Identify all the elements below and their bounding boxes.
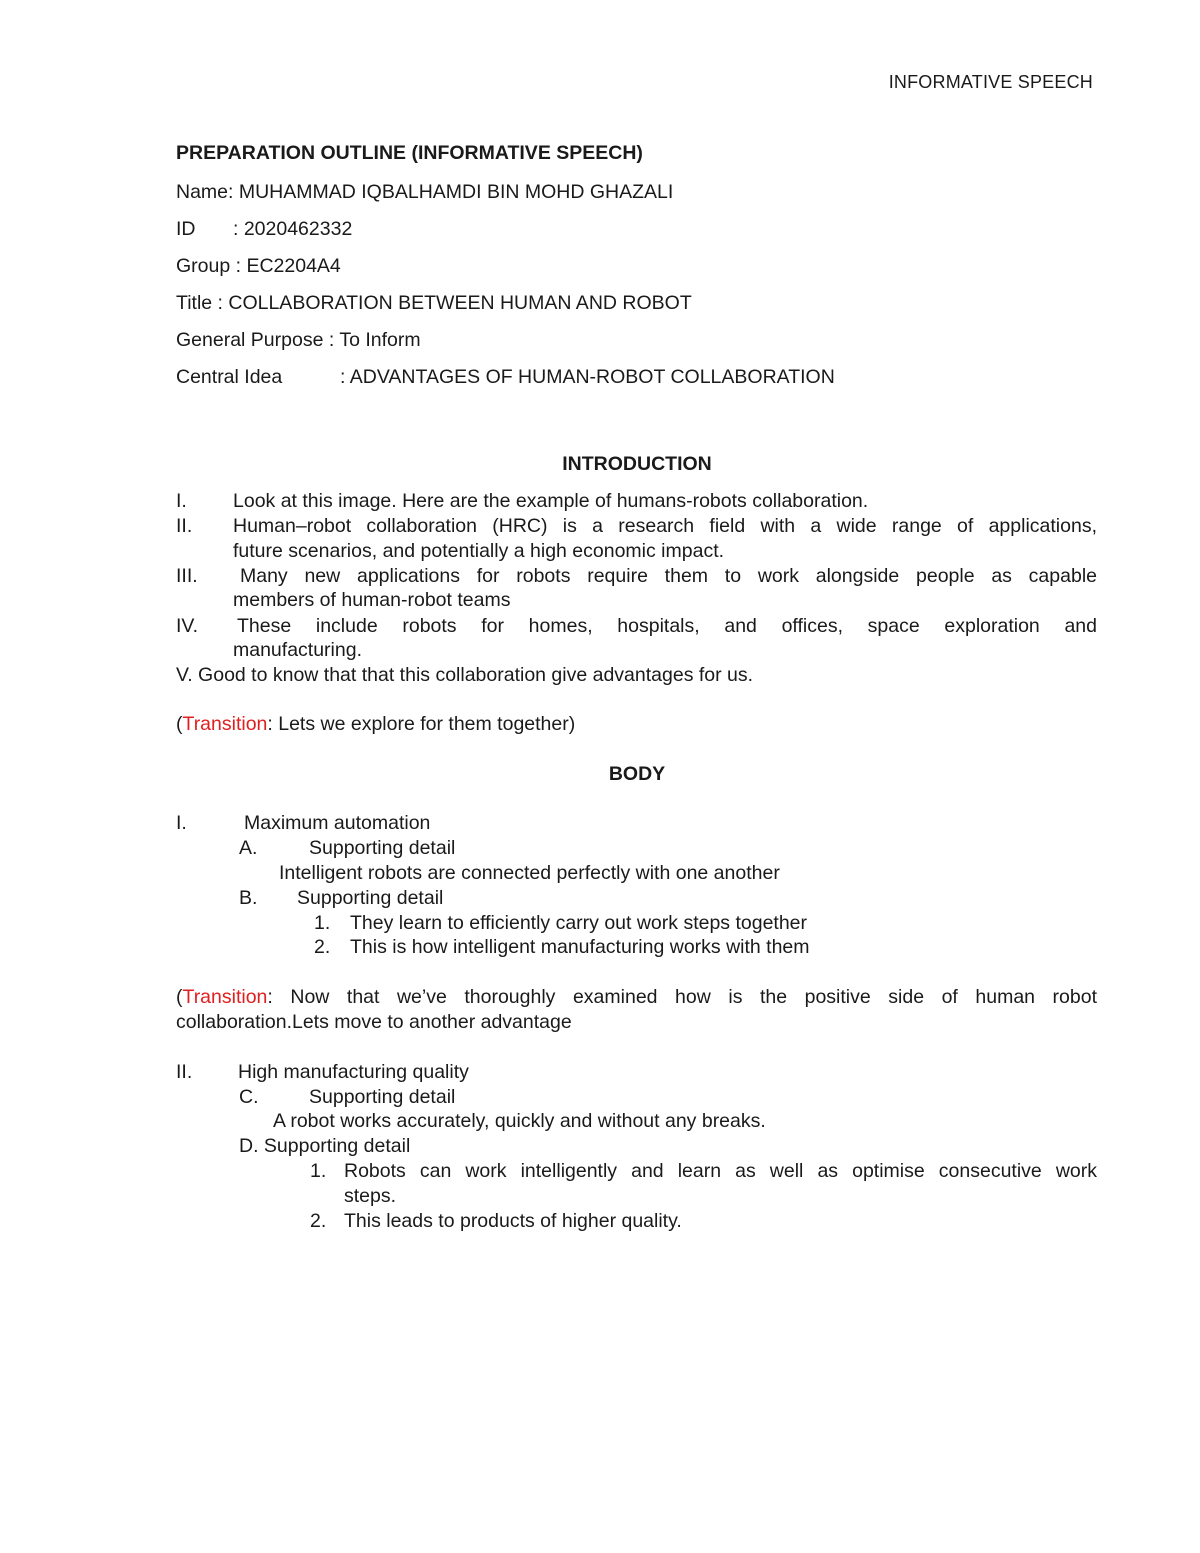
student-group: Group : EC2204A4 <box>176 255 341 277</box>
intro-item-number: III. <box>176 565 198 587</box>
sub-point-letter: C. <box>239 1086 259 1108</box>
central-idea-label: Central Idea <box>176 366 283 388</box>
intro-transition: (Transition: Lets we explore for them together) <box>176 713 576 735</box>
supporting-detail: A robot works accurately, quickly and without any breaks. <box>273 1110 766 1132</box>
general-purpose: General Purpose : To Inform <box>176 329 421 351</box>
detail-text: This leads to products of higher quality. <box>344 1210 682 1232</box>
intro-item-text: members of human-robot teams <box>233 589 511 611</box>
sub-point-letter: A. <box>239 837 258 859</box>
intro-item-text: These include robots for homes, hospitals, and offices, space exploration and <box>237 615 1097 637</box>
intro-item-text: Many new applications for robots require them to work alongside people as capable <box>240 565 1097 587</box>
detail-text: This is how intelligent manufacturing works with them <box>350 936 810 958</box>
body-transition: (Transition: Now that we’ve thoroughly examined how is the positive side of human robot <box>176 986 1097 1008</box>
intro-item-number: II. <box>176 515 193 537</box>
outline-title: PREPARATION OUTLINE (INFORMATIVE SPEECH) <box>176 142 643 164</box>
main-point-number: I. <box>176 812 187 834</box>
detail-number: 2. <box>314 936 331 958</box>
body-transition-continued: collaboration.Lets move to another advantage <box>176 1011 572 1033</box>
sub-point-text: Supporting detail <box>297 887 444 909</box>
supporting-detail: Intelligent robots are connected perfectly with one another <box>279 862 780 884</box>
detail-number: 1. <box>314 912 331 934</box>
detail-text: Robots can work intelligently and learn as well as optimise consecutive work <box>344 1160 1097 1182</box>
intro-item-text: V. Good to know that that this collaboration give advantages for us. <box>176 664 754 686</box>
intro-item-text: Look at this image. Here are the example of humans-robots collaboration. <box>233 490 869 512</box>
detail-text: They learn to efficiently carry out work steps together <box>350 912 808 934</box>
intro-item-number: I. <box>176 490 187 512</box>
sub-point-text: Supporting detail <box>309 1086 456 1108</box>
sub-point-text: D. Supporting detail <box>239 1135 411 1157</box>
sub-point-letter: B. <box>239 887 258 909</box>
transition-label: Transition <box>182 986 268 1008</box>
introduction-heading: INTRODUCTION <box>562 453 712 475</box>
speech-title: Title : COLLABORATION BETWEEN HUMAN AND ROBOT <box>176 292 692 314</box>
detail-number: 1. <box>310 1160 327 1182</box>
main-point-text: High manufacturing quality <box>238 1061 469 1083</box>
student-name: Name: MUHAMMAD IQBALHAMDI BIN MOHD GHAZALI <box>176 181 674 203</box>
main-point-text: Maximum automation <box>244 812 431 834</box>
transition-label: Transition <box>182 713 268 735</box>
main-point-number: II. <box>176 1061 193 1083</box>
intro-item-text: future scenarios, and potentially a high economic impact. <box>233 540 725 562</box>
body-heading: BODY <box>608 763 666 785</box>
intro-item-text: Human–robot collaboration (HRC) is a research field with a wide range of applications, <box>233 515 1097 537</box>
running-header: INFORMATIVE SPEECH <box>888 72 1093 92</box>
intro-item-text: manufacturing. <box>233 639 362 661</box>
detail-number: 2. <box>310 1210 327 1232</box>
intro-item-number: IV. <box>176 615 199 637</box>
sub-point-text: Supporting detail <box>309 837 456 859</box>
student-id-value: : 2020462332 <box>233 218 353 240</box>
detail-text: steps. <box>344 1185 397 1207</box>
central-idea-value: : ADVANTAGES OF HUMAN-ROBOT COLLABORATION <box>340 366 835 388</box>
student-id-label: ID <box>176 218 196 240</box>
